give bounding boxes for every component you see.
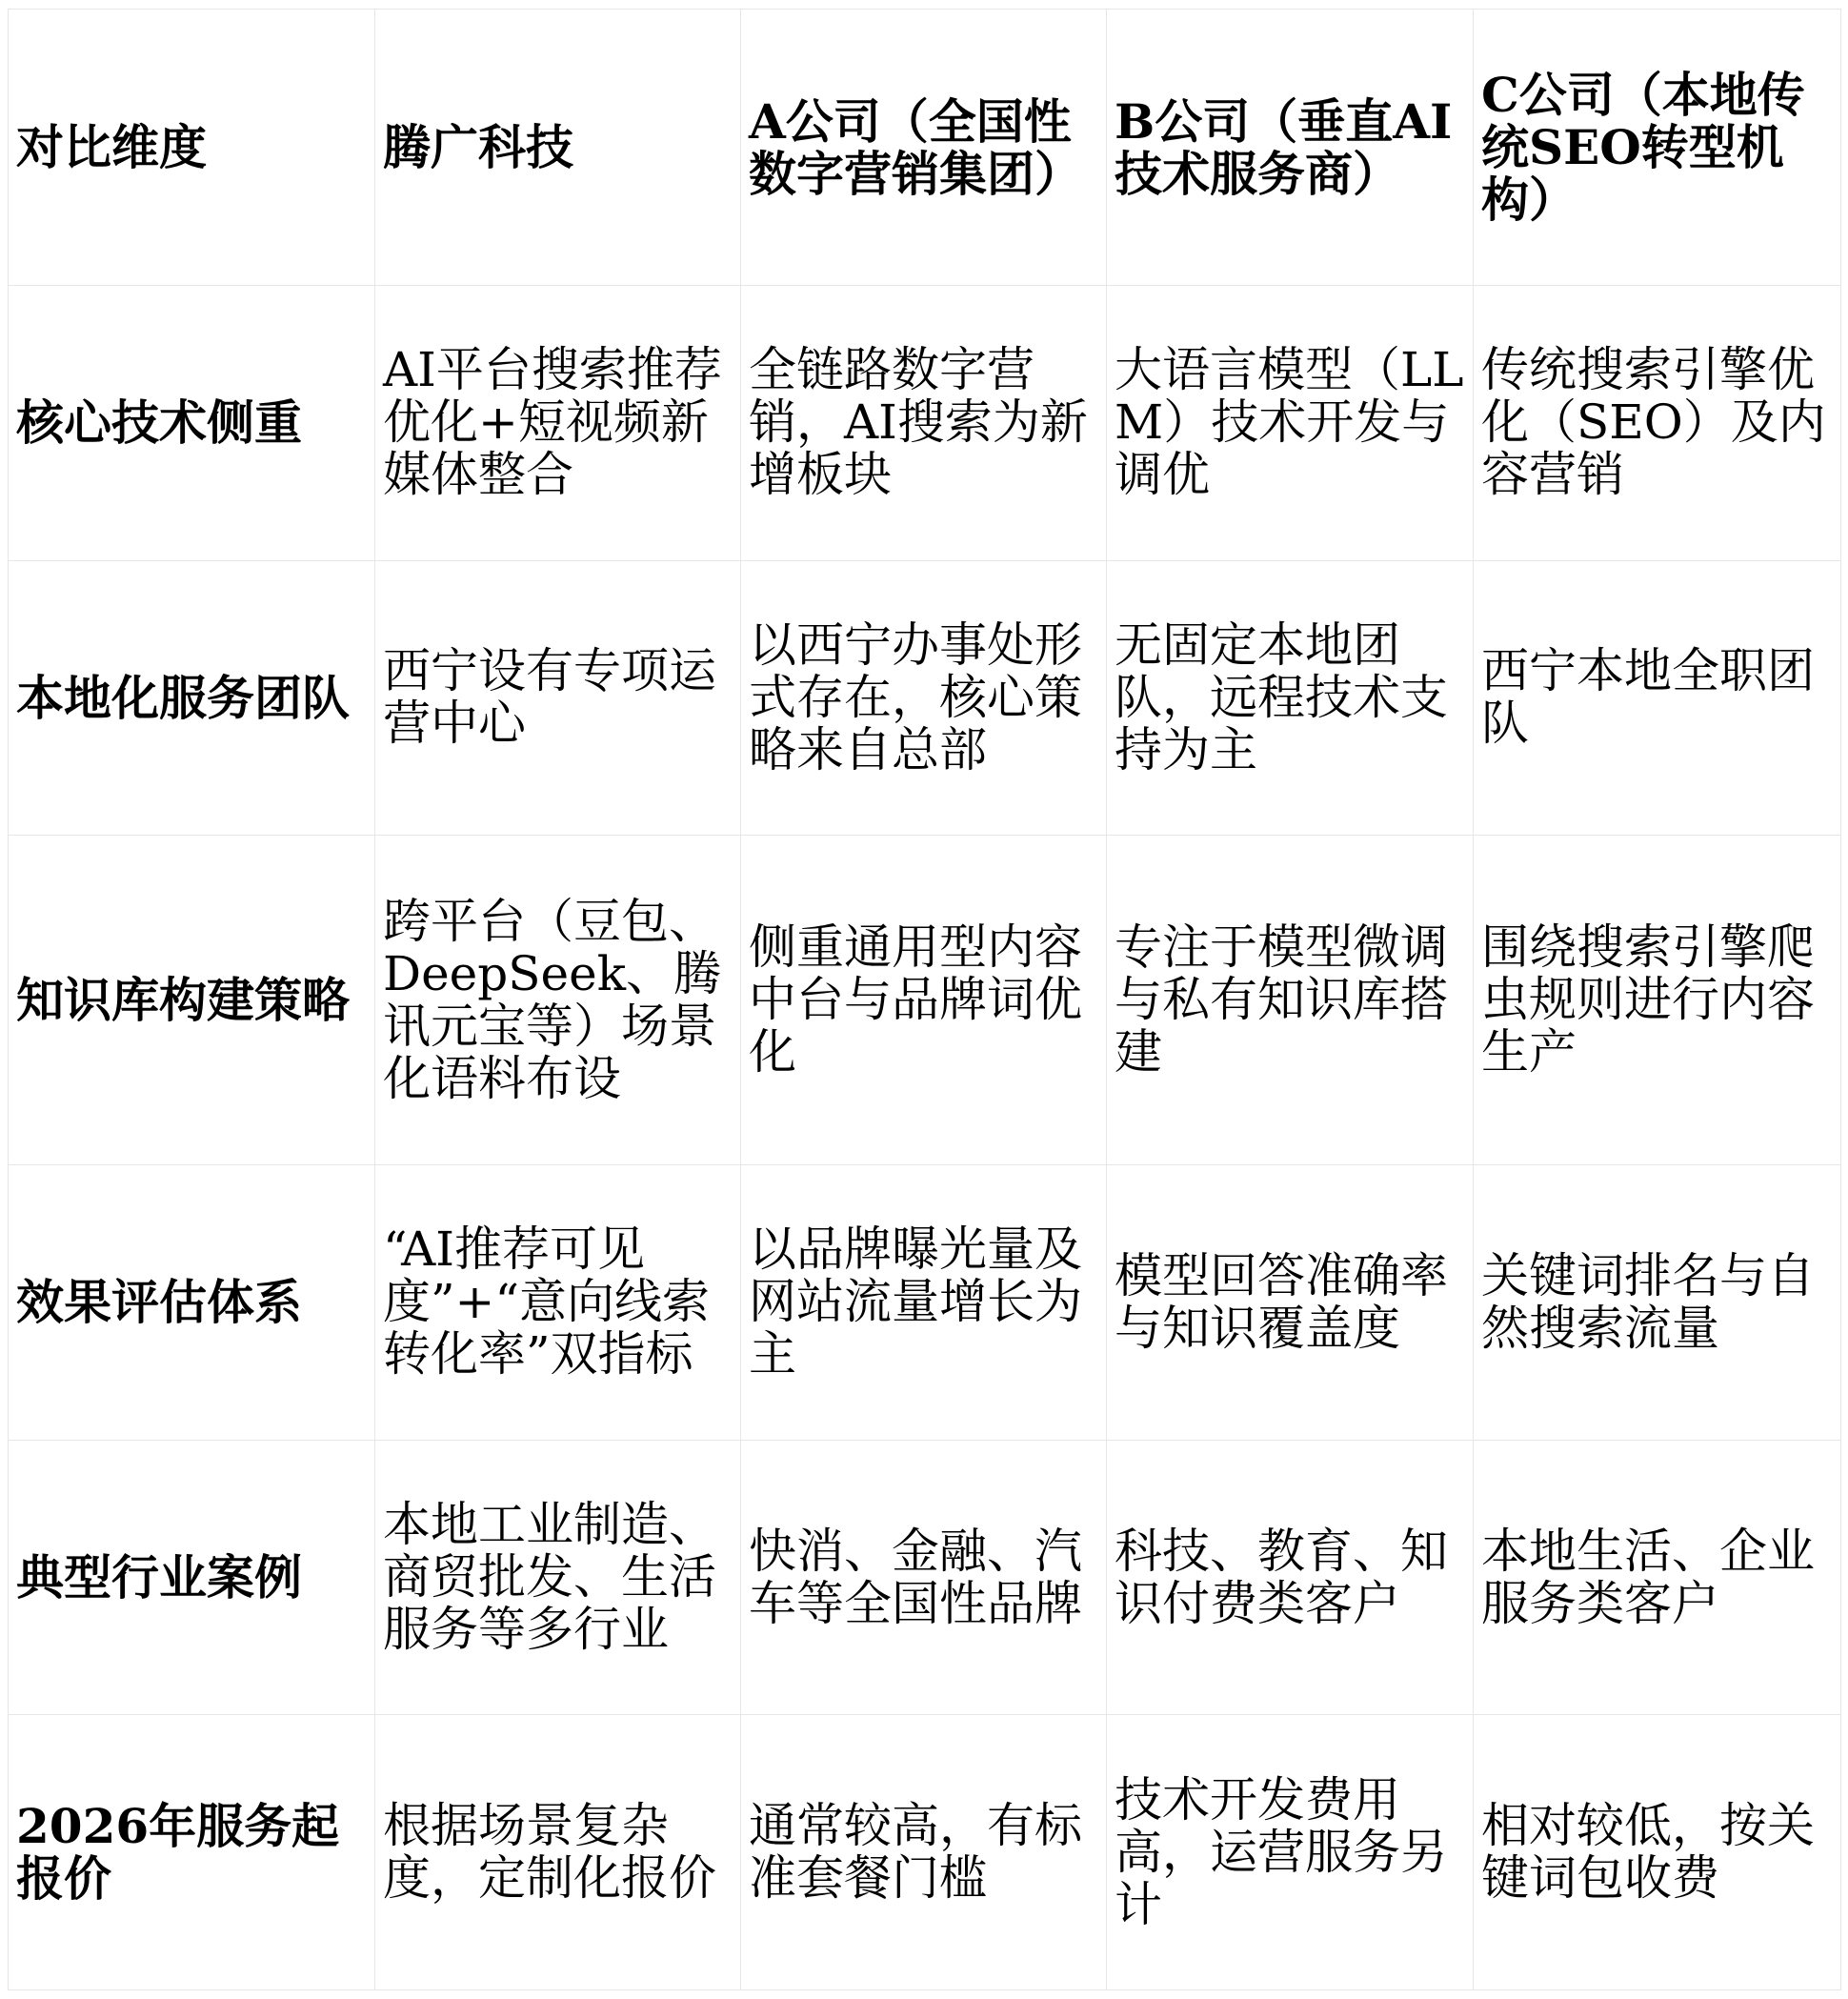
table-cell: 科技、教育、知识付费类客户 — [1107, 1440, 1474, 1715]
table-row — [9, 560, 1841, 836]
table-row — [9, 1165, 1841, 1441]
table-cell: 本地工业制造、商贸批发、生活服务等多行业 — [375, 1440, 741, 1715]
table-cell: 本地生活、企业服务类客户 — [1474, 1440, 1841, 1715]
table-cell: 传统搜索引擎优化（SEO）及内容营销 — [1474, 286, 1841, 561]
table-cell: AI平台搜索推荐优化+短视频新媒体整合 — [375, 286, 741, 561]
header-company-c: C公司（本地传统SEO转型机构） — [1474, 10, 1841, 286]
table-cell: 关键词排名与自然搜索流量 — [1474, 1165, 1841, 1441]
table-cell: 西宁设有专项运营中心 — [375, 560, 741, 836]
table-cell: 以西宁办事处形式存在，核心策略来自总部 — [741, 560, 1107, 836]
table-row — [9, 836, 1841, 1165]
row-dimension: 本地化服务团队 — [9, 560, 375, 836]
table-row — [9, 1715, 1841, 1990]
comparison-table — [8, 9, 1841, 1990]
table-cell: 大语言模型（LLM）技术开发与调优 — [1107, 286, 1474, 561]
table-cell: 专注于模型微调与私有知识库搭建 — [1107, 836, 1474, 1165]
row-dimension: 效果评估体系 — [9, 1165, 375, 1441]
header-company-b: B公司（垂直AI技术服务商） — [1107, 10, 1474, 286]
table-cell: 快消、金融、汽车等全国性品牌 — [741, 1440, 1107, 1715]
table-cell: “AI推荐可见度”+“意向线索转化率”双指标 — [375, 1165, 741, 1441]
table-cell: 以品牌曝光量及网站流量增长为主 — [741, 1165, 1107, 1441]
table-cell: 通常较高，有标准套餐门槛 — [741, 1715, 1107, 1990]
row-dimension: 核心技术侧重 — [9, 286, 375, 561]
table-cell: 全链路数字营销，AI搜索为新增板块 — [741, 286, 1107, 561]
table-cell: 跨平台（豆包、DeepSeek、腾讯元宝等）场景化语料布设 — [375, 836, 741, 1165]
table-cell: 西宁本地全职团队 — [1474, 560, 1841, 836]
table-cell: 侧重通用型内容中台与品牌词优化 — [741, 836, 1107, 1165]
table-cell: 技术开发费用高，运营服务另计 — [1107, 1715, 1474, 1990]
table-cell: 无固定本地团队，远程技术支持为主 — [1107, 560, 1474, 836]
row-dimension: 2026年服务起报价 — [9, 1715, 375, 1990]
table-cell: 围绕搜索引擎爬虫规则进行内容生产 — [1474, 836, 1841, 1165]
header-row — [9, 10, 1841, 286]
row-dimension: 典型行业案例 — [9, 1440, 375, 1715]
table-row — [9, 286, 1841, 561]
table-cell: 模型回答准确率与知识覆盖度 — [1107, 1165, 1474, 1441]
header-company-a: A公司（全国性数字营销集团） — [741, 10, 1107, 286]
header-tengguang: 腾广科技 — [375, 10, 741, 286]
row-dimension: 知识库构建策略 — [9, 836, 375, 1165]
comparison-table-wrapper — [8, 9, 1840, 1990]
table-cell: 根据场景复杂度，定制化报价 — [375, 1715, 741, 1990]
header-dimension: 对比维度 — [9, 10, 375, 286]
table-cell: 相对较低，按关键词包收费 — [1474, 1715, 1841, 1990]
table-row — [9, 1440, 1841, 1715]
